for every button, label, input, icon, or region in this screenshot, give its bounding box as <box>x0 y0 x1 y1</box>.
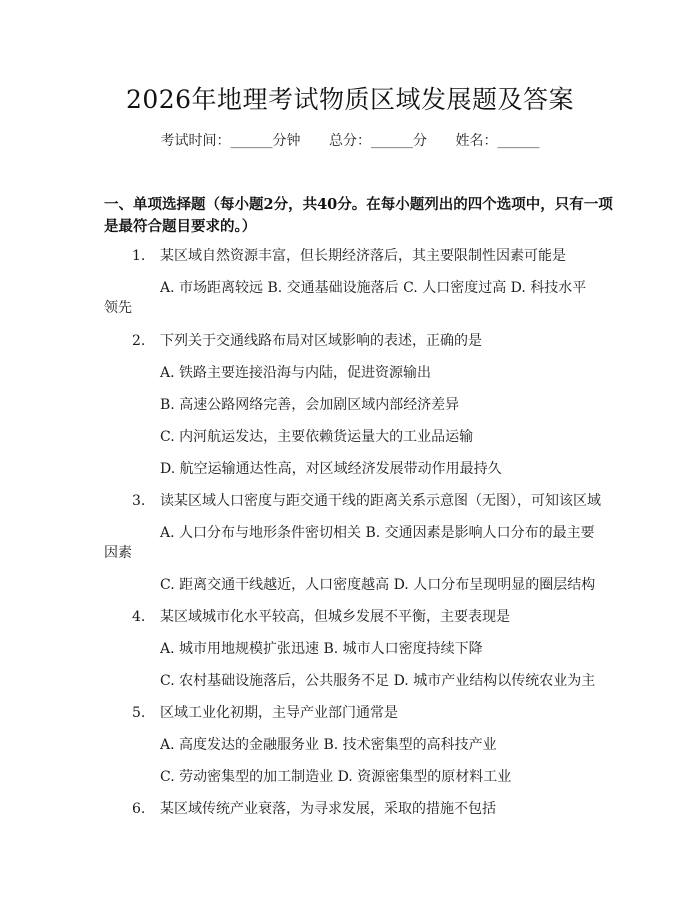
time-label: 考试时间： <box>160 133 231 149</box>
page-title: 2026年地理考试物质区域发展题及答案 <box>125 85 575 114</box>
exam-meta-line <box>0 130 700 150</box>
question-5-stem <box>132 702 398 722</box>
section-heading-line2: 是最符合题目要求的。） <box>104 218 257 235</box>
question-4-options-line2: C. 农村基础设施落后，公共服务不足 D. 城市产业结构以传统农业为主 <box>160 673 596 689</box>
question-1-options-line1: A. 市场距离较远 B. 交通基础设施落后 C. 人口密度过高 D. 科技水平 <box>160 280 587 296</box>
question-2-stem <box>132 330 482 350</box>
question-number: 3. <box>132 493 146 509</box>
question-number: 1. <box>132 248 146 264</box>
question-3-options-line3: C. 距离交通干线越近，人口密度越高 D. 人口分布呈现明显的圈层结构 <box>160 577 596 593</box>
question-3-options-line1: A. 人口分布与地形条件密切相关 B. 交通因素是影响人口分布的最主要 <box>160 525 595 541</box>
question-2-option-b: B. 高速公路网络完善，会加剧区域内部经济差异 <box>160 397 460 413</box>
score-label: 总分： <box>329 133 371 149</box>
name-blank: ______ <box>497 133 540 149</box>
question-5-options-line2: C. 劳动密集型的加工制造业 D. 资源密集型的原材料工业 <box>160 769 512 785</box>
question-5-options-line1: A. 高度发达的金融服务业 B. 技术密集型的高科技产业 <box>160 737 497 753</box>
name-label: 姓名： <box>455 133 498 149</box>
score-unit: 分 <box>413 133 427 149</box>
question-2-option-c: C. 内河航运发达，主要依赖货运量大的工业品运输 <box>160 429 474 445</box>
question-number: 6. <box>132 801 146 817</box>
time-unit: 分钟 <box>272 133 301 149</box>
question-text: 某区域城市化水平较高，但城乡发展不平衡，主要表现是 <box>160 609 510 625</box>
question-number: 2. <box>132 333 146 349</box>
question-4-options-line1: A. 城市用地规模扩张迅速 B. 城市人口密度持续下降 <box>160 641 483 657</box>
question-1-options-line2: 领先 <box>104 300 132 316</box>
question-3-options-line2: 因素 <box>104 545 132 561</box>
time-blank: ______ <box>230 133 273 149</box>
question-6-stem <box>132 798 496 818</box>
question-4-stem <box>132 606 510 626</box>
question-text: 读某区域人口密度与距交通干线的距离关系示意图（无图），可知该区域 <box>160 493 601 509</box>
question-text: 下列关于交通线路布局对区域影响的表述，正确的是 <box>160 333 482 349</box>
question-text: 某区域自然资源丰富，但长期经济落后，其主要限制性因素可能是 <box>160 248 566 264</box>
question-2-option-a: A. 铁路主要连接沿海与内陆，促进资源输出 <box>160 365 432 381</box>
question-2-option-d: D. 航空运输通达性高，对区域经济发展带动作用最持久 <box>160 461 502 477</box>
question-text: 某区域传统产业衰落，为寻求发展，采取的措施不包括 <box>160 801 496 817</box>
score-blank: ______ <box>371 133 413 149</box>
question-1-stem <box>132 245 566 265</box>
question-number: 4. <box>132 609 146 625</box>
question-text: 区域工业化初期，主导产业部门通常是 <box>160 705 398 721</box>
section-heading-line1: 一、单项选择题（每小题2分，共40分。在每小题列出的四个选项中，只有一项 <box>104 196 613 213</box>
question-3-stem <box>132 490 601 510</box>
question-number: 5. <box>132 705 146 721</box>
